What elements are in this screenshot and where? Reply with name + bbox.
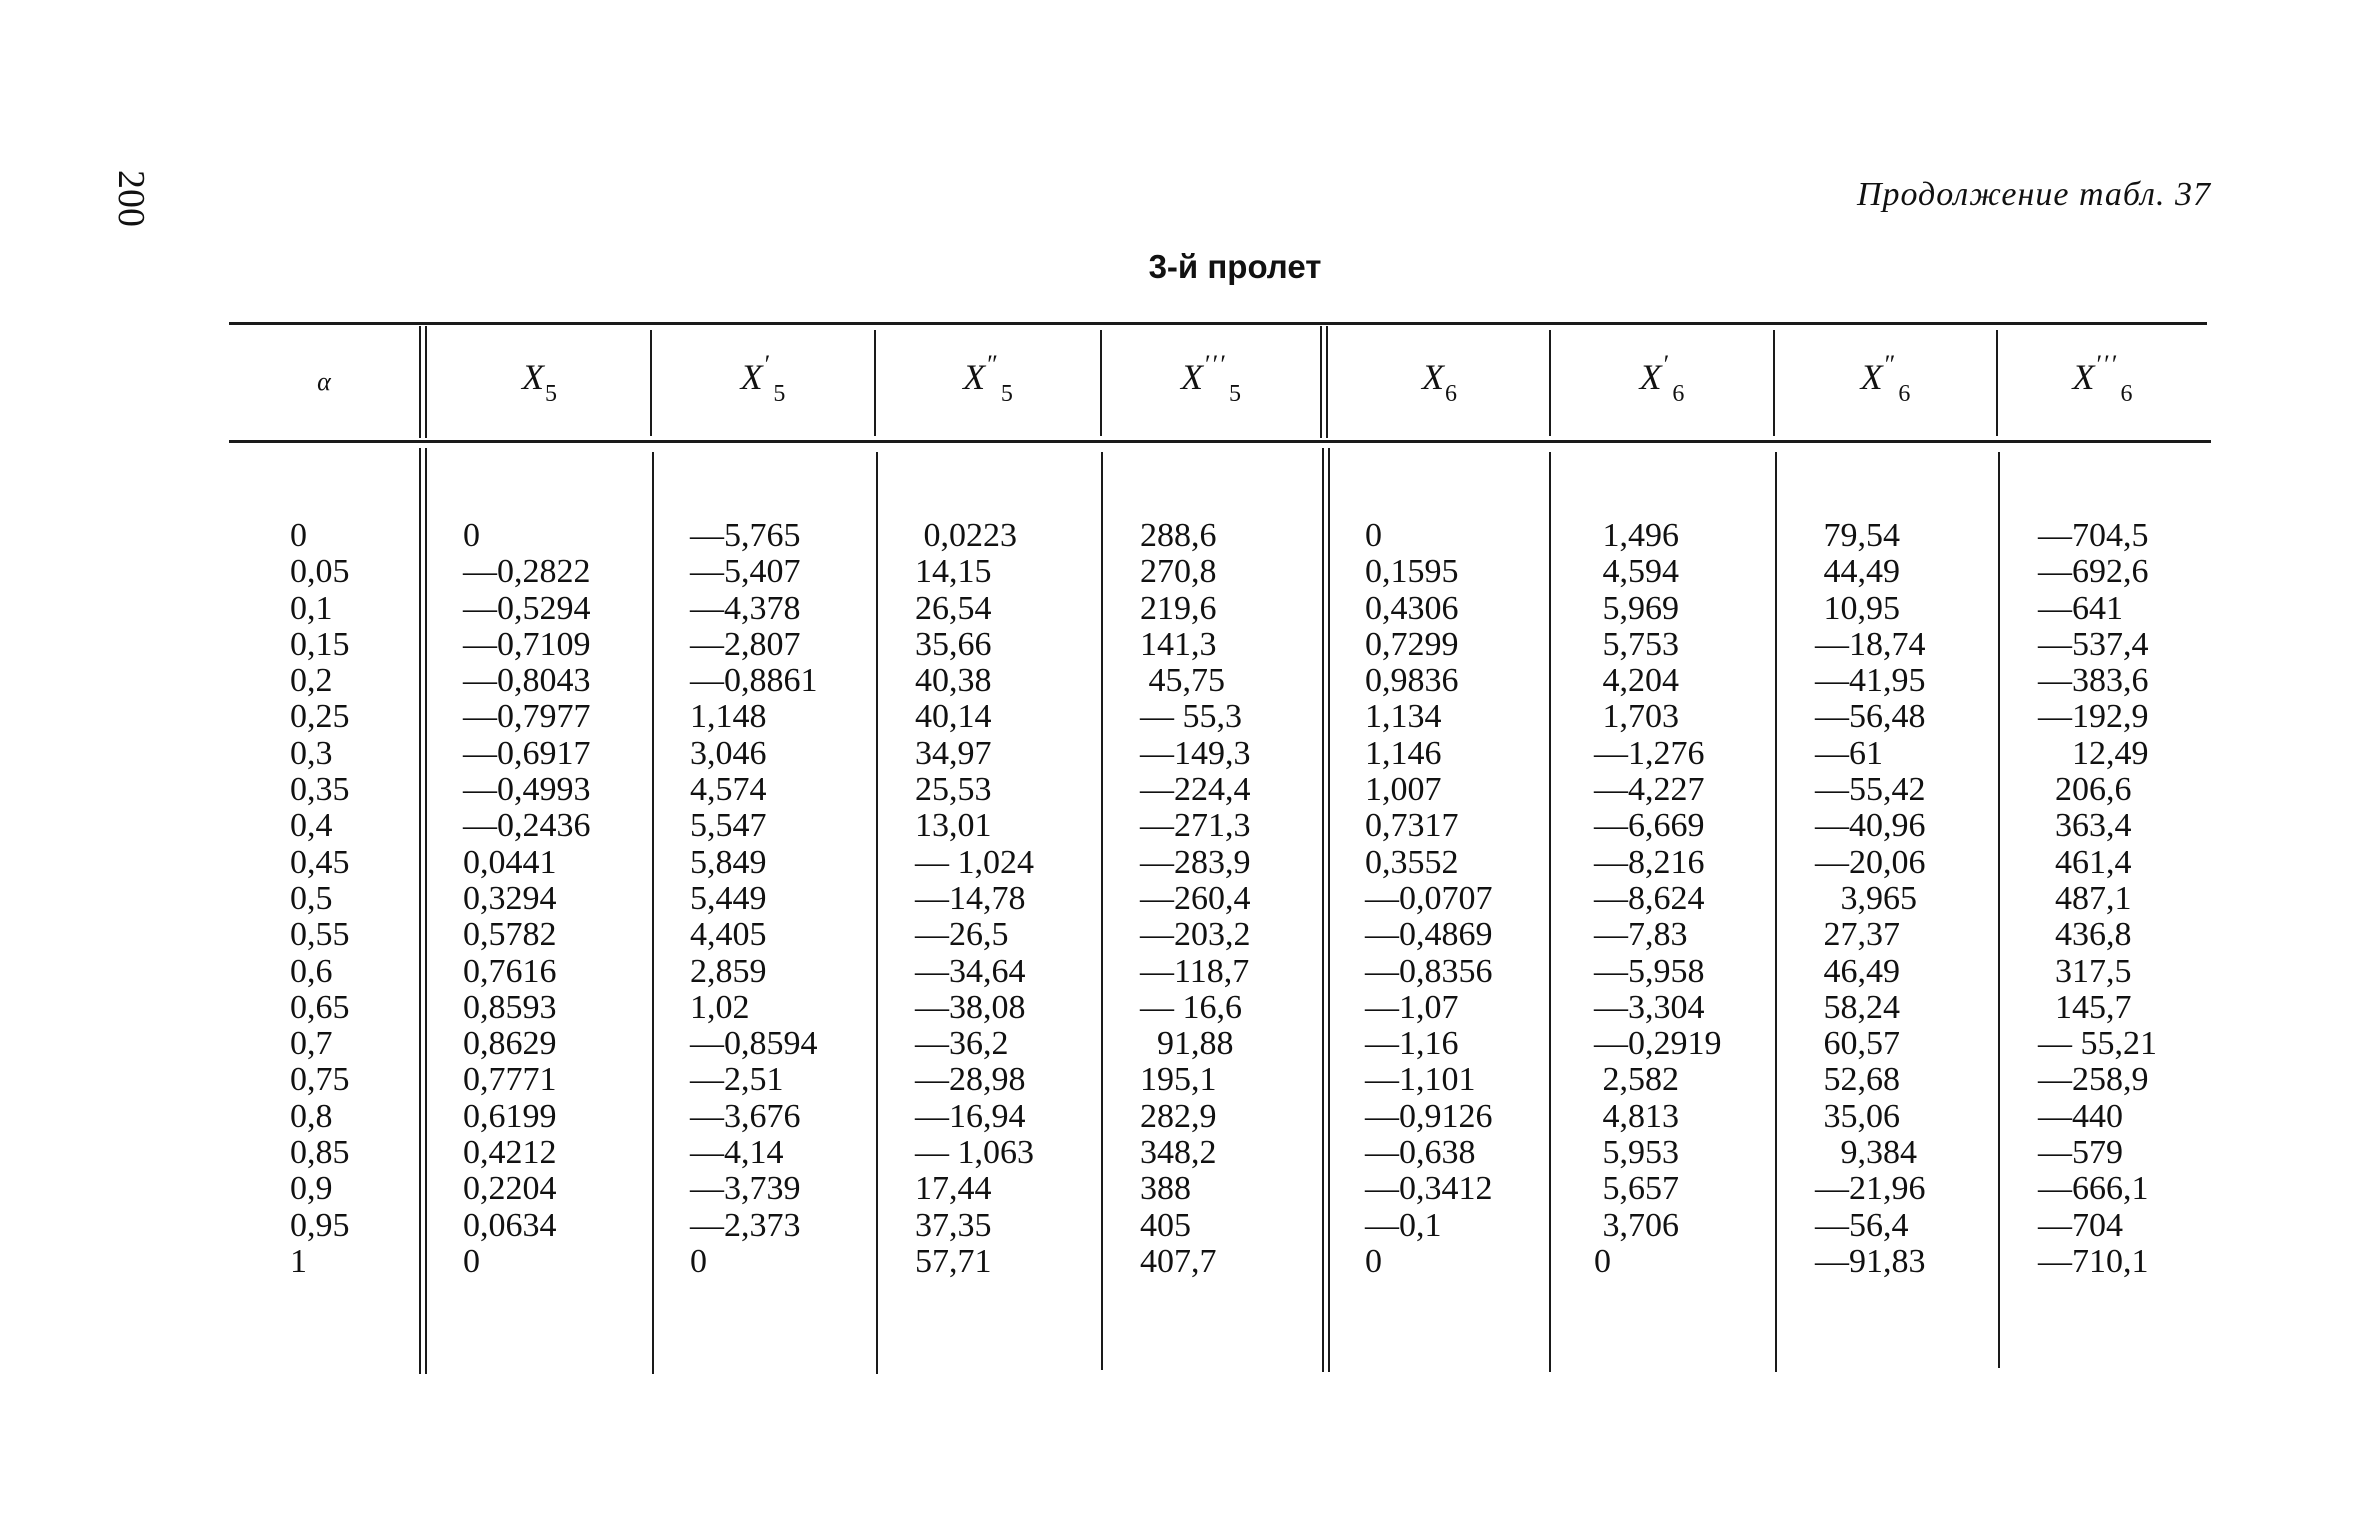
table-cell: 0 <box>290 517 307 554</box>
table-cell: 52,68 <box>1815 1061 1900 1099</box>
table-cell: 0,3 <box>290 734 333 772</box>
column-x6-triple-prime <box>2038 518 2157 1280</box>
table-cell: —0,4993 <box>463 771 591 809</box>
header-x5: $X_5$ <box>522 357 557 407</box>
table-cell: 1,134 <box>1365 698 1442 736</box>
table-cell: —579 <box>2038 1134 2123 1172</box>
table-cell: 1,148 <box>690 698 767 736</box>
column-divider <box>876 452 878 1374</box>
table-cell: 0,8 <box>290 1097 333 1135</box>
table-cell: —118,7 <box>1140 952 1250 990</box>
table-cell: 436,8 <box>2038 916 2132 954</box>
table-cell: 5,969 <box>1594 589 1679 627</box>
table-cell: 219,6 <box>1140 589 1217 627</box>
table-cell: —5,407 <box>690 553 801 591</box>
table-cell: —4,378 <box>690 589 801 627</box>
table-cell: —6,669 <box>1594 807 1705 845</box>
table-cell: 0 <box>463 517 480 554</box>
table-cell: 0,9 <box>290 1170 333 1208</box>
table-cell: —5,958 <box>1594 952 1705 990</box>
table-cell: —0,7109 <box>463 625 591 663</box>
table-cell: 0,5 <box>290 879 333 917</box>
table-cell: 58,24 <box>1815 988 1900 1026</box>
header-x6: $X_6$ <box>1422 357 1457 407</box>
table-cell: —704,5 <box>2038 517 2149 554</box>
table-cell: 1,007 <box>1365 771 1442 809</box>
column-divider <box>1101 452 1103 1370</box>
table-cell: —2,373 <box>690 1206 801 1244</box>
table-cell: 4,405 <box>690 916 767 954</box>
table-cell: —5,765 <box>690 517 801 554</box>
table-cell: 0,35 <box>290 771 350 809</box>
table-cell: —3,739 <box>690 1170 801 1208</box>
table-cell: —0,2436 <box>463 807 591 845</box>
table-cell: 91,88 <box>1140 1025 1234 1063</box>
column-divider <box>1320 326 1328 438</box>
table-cell: 5,953 <box>1594 1134 1679 1172</box>
table-cell: 35,06 <box>1815 1097 1900 1135</box>
table-cell: 1 <box>290 1242 307 1280</box>
table-cell: —26,5 <box>915 916 1009 954</box>
table-cell: —20,06 <box>1815 843 1926 881</box>
table-cell: 0,0223 <box>915 517 1017 554</box>
table-cell: —203,2 <box>1140 916 1251 954</box>
table-cell: —91,83 <box>1815 1242 1926 1280</box>
table-cell: 487,1 <box>2038 879 2132 917</box>
table-cell: —537,4 <box>2038 625 2149 663</box>
table-cell: 270,8 <box>1140 553 1217 591</box>
table-cell: —666,1 <box>2038 1170 2149 1208</box>
table-cell: 5,547 <box>690 807 767 845</box>
table-cell: 27,37 <box>1815 916 1900 954</box>
table-cell: 0,7 <box>290 1025 333 1063</box>
table-cell: —55,42 <box>1815 771 1926 809</box>
column-x6-prime <box>1594 518 1722 1280</box>
table-cell: 145,7 <box>2038 988 2132 1026</box>
column-alpha <box>290 518 350 1280</box>
table-cell: 4,813 <box>1594 1097 1679 1135</box>
table-cell: 407,7 <box>1140 1242 1217 1280</box>
table-cell: —3,304 <box>1594 988 1705 1026</box>
table-cell: 0 <box>1594 1242 1611 1280</box>
table-cell: —56,48 <box>1815 698 1926 736</box>
table-cell: 0,4306 <box>1365 589 1459 627</box>
table-cell: —0,8861 <box>690 662 818 700</box>
table-cell: — 16,6 <box>1140 988 1242 1026</box>
table-cell: —1,101 <box>1365 1061 1476 1099</box>
table-cell: 45,75 <box>1140 662 1225 700</box>
table-cell: 26,54 <box>915 589 992 627</box>
column-divider <box>1998 452 2000 1368</box>
table-cell: — 55,21 <box>2038 1025 2157 1063</box>
table-cell: 195,1 <box>1140 1061 1217 1099</box>
table-cell: 405 <box>1140 1206 1191 1244</box>
table-cell: 0,8593 <box>463 988 557 1026</box>
table-cell: 0,45 <box>290 843 350 881</box>
table-cell: 0,85 <box>290 1134 350 1172</box>
table-cell: 0,7317 <box>1365 807 1459 845</box>
table-cell: 1,496 <box>1594 517 1679 554</box>
table-cell: 13,01 <box>915 807 992 845</box>
table-cell: 0,1595 <box>1365 553 1459 591</box>
table-cell: —704 <box>2038 1206 2123 1244</box>
column-x6-double-prime <box>1815 518 1926 1280</box>
table-cell: —0,0707 <box>1365 879 1493 917</box>
table-cell: 57,71 <box>915 1242 992 1280</box>
table-cell: —36,2 <box>915 1025 1009 1063</box>
table-cell: 2,582 <box>1594 1061 1679 1099</box>
table-cell: 2,859 <box>690 952 767 990</box>
table-cell: 0,8629 <box>463 1025 557 1063</box>
table-cell: 282,9 <box>1140 1097 1217 1135</box>
table-cell: 60,57 <box>1815 1025 1900 1063</box>
table-cell: 0 <box>690 1242 707 1280</box>
table-cell: 141,3 <box>1140 625 1217 663</box>
table-continuation-caption: Продолжение табл. 37 <box>1856 176 2211 213</box>
table-cell: —0,2919 <box>1594 1025 1722 1063</box>
column-divider <box>652 452 654 1374</box>
table-cell: 34,97 <box>915 734 992 772</box>
table-cell: —4,227 <box>1594 771 1705 809</box>
header-alpha <box>229 328 419 436</box>
table-cell: 9,384 <box>1815 1134 1917 1172</box>
table-cell: 4,594 <box>1594 553 1679 591</box>
table-cell: —1,07 <box>1365 988 1459 1026</box>
table-cell: —0,2822 <box>463 553 591 591</box>
table-cell: —41,95 <box>1815 662 1926 700</box>
table-cell: 0,6199 <box>463 1097 557 1135</box>
table-cell: 40,38 <box>915 662 992 700</box>
table-cell: 0,2 <box>290 662 333 700</box>
table-top-rule <box>229 322 2207 325</box>
header-alpha-label: α <box>317 367 331 396</box>
header-x5-prime: $X'_5$ <box>740 350 786 407</box>
table-cell: —0,1 <box>1365 1206 1442 1244</box>
table-cell: —192,9 <box>2038 698 2149 736</box>
table-cell: —710,1 <box>2038 1242 2149 1280</box>
header-x5-double-prime: $X''_5$ <box>963 350 1013 407</box>
table-cell: —16,94 <box>915 1097 1026 1135</box>
table-cell: —0,638 <box>1365 1134 1476 1172</box>
table-cell: —40,96 <box>1815 807 1926 845</box>
column-x5 <box>463 518 591 1280</box>
header-x6-triple-prime: $X'''_6$ <box>2072 350 2133 407</box>
table-cell: 461,4 <box>2038 843 2132 881</box>
table-cell: —224,4 <box>1140 771 1251 809</box>
table-cell: 1,703 <box>1594 698 1679 736</box>
column-divider <box>419 326 427 438</box>
table-cell: 4,204 <box>1594 662 1679 700</box>
table-cell: 14,15 <box>915 553 992 591</box>
table-cell: —383,6 <box>2038 662 2149 700</box>
table-cell: 1,146 <box>1365 734 1442 772</box>
table-cell: 0,5782 <box>463 916 557 954</box>
table-cell: —56,4 <box>1815 1206 1909 1244</box>
table-cell: —4,14 <box>690 1134 784 1172</box>
table-cell: 0,3294 <box>463 879 557 917</box>
table-cell: 0,1 <box>290 589 333 627</box>
table-cell: 0,0634 <box>463 1206 557 1244</box>
column-x6 <box>1365 518 1493 1280</box>
table-cell: 5,753 <box>1594 625 1679 663</box>
table-cell: —258,9 <box>2038 1061 2149 1099</box>
table-cell: 0,65 <box>290 988 350 1026</box>
table-cell: 5,849 <box>690 843 767 881</box>
table-cell: 317,5 <box>2038 952 2132 990</box>
table-cell: —34,64 <box>915 952 1026 990</box>
table-header-rule <box>229 440 2211 443</box>
table-cell: —260,4 <box>1140 879 1251 917</box>
table-cell: 0 <box>1365 1242 1382 1280</box>
table-cell: —3,676 <box>690 1097 801 1135</box>
table-cell: 0,2204 <box>463 1170 557 1208</box>
table-cell: 3,706 <box>1594 1206 1679 1244</box>
table-cell: 1,02 <box>690 988 750 1026</box>
table-cell: —8,624 <box>1594 879 1705 917</box>
column-divider <box>1549 452 1551 1372</box>
header-x6-prime: $X'_6$ <box>1639 350 1685 407</box>
table-cell: 0,7299 <box>1365 625 1459 663</box>
table-cell: 0,05 <box>290 553 350 591</box>
table-cell: 40,14 <box>915 698 992 736</box>
table-cell: —1,276 <box>1594 734 1705 772</box>
table-cell: 3,965 <box>1815 879 1917 917</box>
table-cell: —149,3 <box>1140 734 1251 772</box>
table-cell: — 55,3 <box>1140 698 1242 736</box>
table-cell: 0,0441 <box>463 843 557 881</box>
table-cell: 79,54 <box>1815 517 1900 554</box>
column-divider <box>419 448 427 1374</box>
table-cell: —0,6917 <box>463 734 591 772</box>
table-cell: —18,74 <box>1815 625 1926 663</box>
header-x5-triple-prime: $X'''_5$ <box>1180 350 1242 407</box>
table-cell: 0,55 <box>290 916 350 954</box>
table-cell: 0,3552 <box>1365 843 1459 881</box>
table-cell: 0,6 <box>290 952 333 990</box>
table-cell: — 1,024 <box>915 843 1034 881</box>
table-cell: —2,807 <box>690 625 801 663</box>
table-cell: —38,08 <box>915 988 1026 1026</box>
table-cell: 0 <box>463 1242 480 1280</box>
table-cell: —271,3 <box>1140 807 1251 845</box>
table-cell: 12,49 <box>2038 734 2149 772</box>
table-cell: —0,8356 <box>1365 952 1493 990</box>
table-cell: 0,7616 <box>463 952 557 990</box>
table-cell: —0,8594 <box>690 1025 818 1063</box>
table-cell: —2,51 <box>690 1061 784 1099</box>
table-cell: 10,95 <box>1815 589 1900 627</box>
table-cell: —7,83 <box>1594 916 1688 954</box>
table-cell: 3,046 <box>690 734 767 772</box>
section-title: 3-й пролет <box>1148 248 1322 285</box>
table-cell: —0,4869 <box>1365 916 1493 954</box>
table-cell: —440 <box>2038 1097 2123 1135</box>
table-cell: 44,49 <box>1815 553 1900 591</box>
table-cell: 288,6 <box>1140 517 1217 554</box>
table-cell: 0,4 <box>290 807 333 845</box>
table-cell: —0,3412 <box>1365 1170 1493 1208</box>
page-number: 200 <box>110 170 152 227</box>
table-cell: 0,95 <box>290 1206 350 1244</box>
table-cell: 0,15 <box>290 625 350 663</box>
column-x5-double-prime <box>915 518 1034 1280</box>
table-cell: —692,6 <box>2038 553 2149 591</box>
column-x5-prime <box>690 518 818 1280</box>
table-cell: —21,96 <box>1815 1170 1926 1208</box>
table-cell: 0,9836 <box>1365 662 1459 700</box>
table-cell: 0 <box>1365 517 1382 554</box>
table-cell: 4,574 <box>690 771 767 809</box>
column-divider <box>1322 448 1330 1372</box>
table-cell: 37,35 <box>915 1206 992 1244</box>
table-cell: — 1,063 <box>915 1134 1034 1172</box>
table-cell: 0,25 <box>290 698 350 736</box>
table-cell: —28,98 <box>915 1061 1026 1099</box>
table-cell: —283,9 <box>1140 843 1251 881</box>
table-cell: 388 <box>1140 1170 1191 1208</box>
table-cell: 35,66 <box>915 625 992 663</box>
table-cell: 46,49 <box>1815 952 1900 990</box>
header-x6-double-prime: $X''_6$ <box>1860 350 1911 407</box>
table-cell: 363,4 <box>2038 807 2132 845</box>
table-cell: —641 <box>2038 589 2123 627</box>
table-cell: 5,449 <box>690 879 767 917</box>
table-cell: —0,9126 <box>1365 1097 1493 1135</box>
table-cell: 25,53 <box>915 771 992 809</box>
table-cell: —0,5294 <box>463 589 591 627</box>
table-cell: 5,657 <box>1594 1170 1679 1208</box>
column-divider <box>1775 452 1777 1372</box>
table-cell: 206,6 <box>2038 771 2132 809</box>
table-cell: —8,216 <box>1594 843 1705 881</box>
column-x5-triple-prime <box>1140 518 1251 1280</box>
table-cell: 348,2 <box>1140 1134 1217 1172</box>
table-cell: 0,7771 <box>463 1061 557 1099</box>
table-cell: 0,4212 <box>463 1134 557 1172</box>
table-cell: —61 <box>1815 734 1883 772</box>
table-cell: 0,75 <box>290 1061 350 1099</box>
table-cell: —0,7977 <box>463 698 591 736</box>
table-cell: —1,16 <box>1365 1025 1459 1063</box>
table-cell: 17,44 <box>915 1170 992 1208</box>
table-cell: —14,78 <box>915 879 1026 917</box>
table-cell: —0,8043 <box>463 662 591 700</box>
